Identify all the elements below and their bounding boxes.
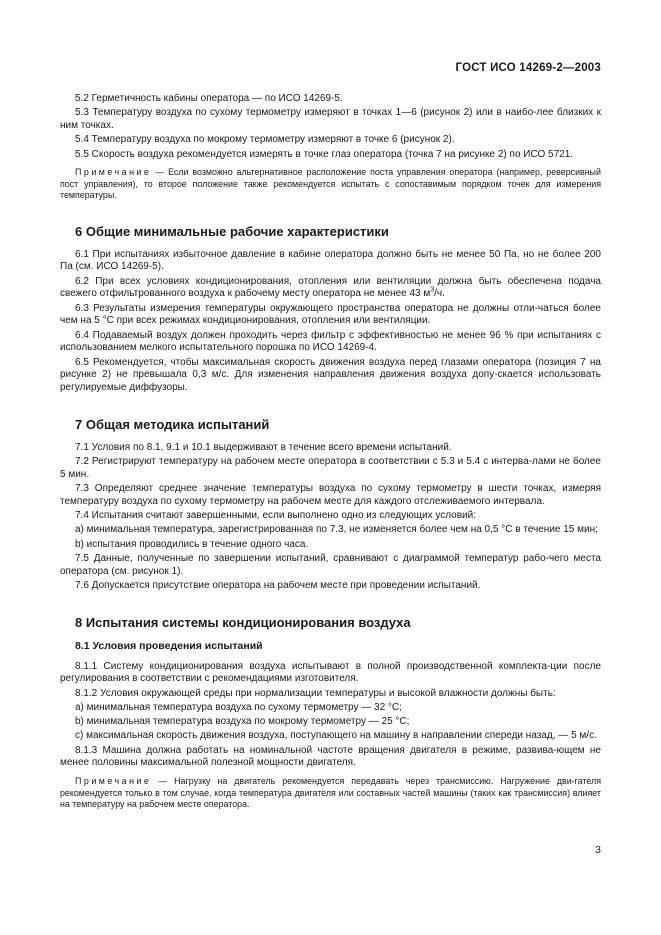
clause-7-5: 7.5 Данные, полученные по завершении испытаний, сравнивают с диаграммой температур рабо-чего места оператора (см. рисунок 1). (60, 552, 601, 577)
clause-6-2-unit: /ч. (434, 288, 445, 300)
clause-6-2-sup: 3 (430, 286, 435, 294)
standard-designation: ГОСТ ИСО 14269-2—2003 (455, 62, 601, 74)
section-7-title: 7 Общая методика испытаний (75, 416, 270, 432)
section-8-title: 8 Испытания системы кондиционирования воздуха (75, 614, 411, 630)
document-header (60, 62, 601, 74)
clause-7-3: 7.3 Определяют среднее значение температуры воздуха по сухому термометру в шести точках, измеряя температуру воздуха по сухому термометру на рабочем месте для каждого отслеживаемого интервала. (60, 482, 601, 507)
clause-8-1-2-b: b) минимальная температура воздуха по мокрому термометру — 25 °С; (75, 716, 410, 728)
clause-6-4: 6.4 Подаваемый воздух должен проходить через фильтр с эффективностью не менее 96 % при испытаниях с использованием мелкого испытательного порошка по ИСО 14269-4. (60, 329, 601, 354)
clause-8-1-2-c: с) максимальная скорость движения воздуха, поступающего на машину в направлении спереди назад, — 5 м/с. (75, 730, 597, 742)
clause-8-1-3: 8.1.3 Машина должна работать на номинальной частоте вращения двигателя в режиме, развива-ющем не менее половины максимальной полезной мощности двигателя. (60, 744, 601, 769)
clause-7-1: 7.1 Условия по 8.1, 9.1 и 10.1 выдерживают в течение всего времени испытаний. (75, 441, 452, 453)
clause-7-6: 7.6 Допускается присутствие оператора на рабочем месте при проведении испытаний. (75, 579, 481, 591)
clause-5-2: 5.2 Герметичность кабины оператора — по ИСО 14269-5. (75, 93, 343, 104)
clause-5-4: 5.4 Температуру воздуха по мокрому термометру измеряют в точке 6 (рисунок 2). (75, 134, 455, 146)
clause-6-2 (60, 276, 601, 301)
clause-6-2-text: 6.2 При всех условиях кондиционирования, отопления или вентиляции должна быть обеспечена подача свежего отфильтрованного воздуха к рабочему месту оператора не менее 43 м (60, 275, 601, 300)
clause-6-3: 6.3 Результаты измерения температуры окружающего пространства оператора не должны отли-чаться более чем на 5 °С при всех режимах кондиционирования, отопления или вентиляции. (60, 302, 601, 327)
clause-6-1: 6.1 При испытаниях избыточное давление в кабине оператора должно быть не менее 50 Па, но не более 200 Па (см. ИСО 14269-5). (60, 248, 601, 273)
clause-8-1-2: 8.1.2 Условия окружающей среды при нормализации температуры и высокой влажности должны быть: (75, 687, 556, 699)
note-sec5 (60, 167, 601, 201)
note-label: Примечание (75, 776, 152, 787)
clause-5-3: 5.3 Температуру воздуха по сухому термометру измеряют в точках 1—6 (рисунок 2) или в наибо-лее близких к ним точках. (60, 107, 601, 131)
clause-8-1-1: 8.1.1 Систему кондиционирования воздуха испытывают в полной производственной комплекта-ции после регулирования в соответствии с рекомендациями изготовителя. (60, 660, 601, 685)
note-text: — Если возможно альтернативное расположение поста управления оператора (например, реверсивный пост управления), то второе положение также рекомендуется испытать с сопоставимым порядком точек для измерения температуры. (60, 167, 601, 201)
clause-7-4-b: b) испытания проводились в течение одного часа. (75, 538, 309, 550)
note-sec8 (60, 776, 601, 810)
page-number: 3 (595, 844, 601, 856)
section-6-title: 6 Общие минимальные рабочие характеристики (75, 223, 389, 239)
page-body (60, 93, 601, 810)
clause-8-1-2-a: а) минимальная температура воздуха по сухому термометру — 32 °С; (75, 701, 402, 713)
clause-7-4: 7.4 Испытания считают завершенными, если выполнено одно из следующих условий: (75, 509, 477, 521)
note-label: Примечание (75, 167, 152, 178)
clause-6-5: 6.5 Рекомендуется, чтобы максимальная скорость движения воздуха перед глазами оператора (позиция 7 на рисунке 2) не превышала 0,3 м/с. Для изменения направления движения воздуха допу-скается использовать регулируемые диффузоры. (60, 356, 601, 393)
subsection-8-1-title: 8.1 Условия проведения испытаний (75, 639, 263, 652)
clause-7-2: 7.2 Регистрируют температуру на рабочем месте оператора в соответствии с 5.3 и 5.4 с интерва-лами не более 5 мин. (60, 455, 601, 480)
clause-5-5: 5.5 Скорость воздуха рекомендуется измерять в точке глаз оператора (точка 7 на рисунке 2) по ИСО 5721. (75, 148, 574, 160)
clause-7-4-a: а) минимальная температура, зарегистрированная по 7.3, не изменяется более чем на 0,5 °С в течение 15 мин; (75, 524, 598, 536)
note-text: — Нагрузку на двигатель рекомендуется передавать через трансмиссию. Нагружение дви-гателя рекомендуется только в том случае, когда температура двигателя или составных частей машины (таких как трансмиссия) влияет на температуру на рабочем месте оператора. (60, 776, 602, 809)
